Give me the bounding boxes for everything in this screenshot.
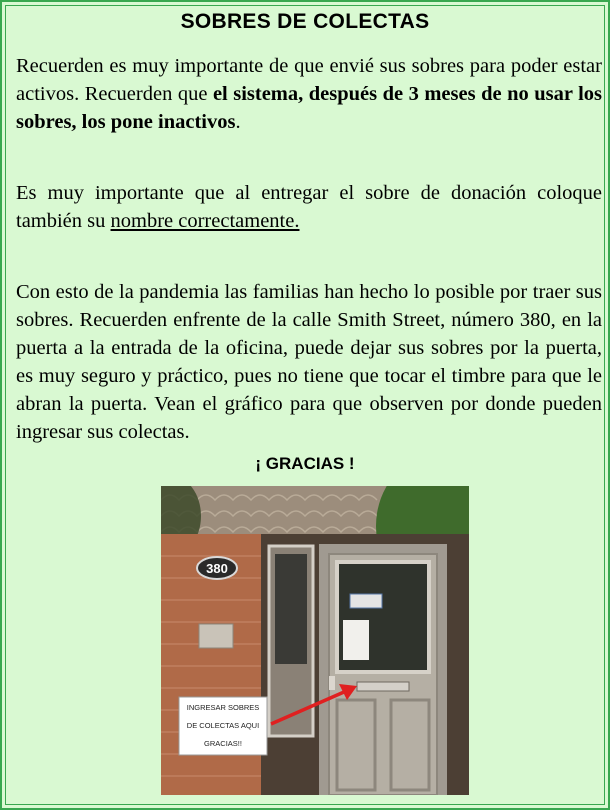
note-line-2: DE COLECTAS AQUI [186, 721, 260, 730]
house-number: 380 [206, 561, 228, 576]
note-line-3: GRACIAS!! [204, 739, 242, 748]
note-line-1: INGRESAR SOBRES [186, 703, 260, 712]
paragraph1-intro: Recuerden es muy importante de que envié sus sobres para poder estar activos. Recuerden que [16, 55, 602, 105]
paragraph2-intro: Es muy importante que al entregar el sobre de donación coloque también su [16, 182, 602, 232]
paragraph2-underlined: nombre correctamente. [110, 210, 300, 232]
paragraph-dropoff-instructions: Con esto de la pandemia las familias han hecho lo posible por traer sus sobres. Recuerden enfrente de la calle Smith Street, número 380, en la puerta a la entrada de la oficina, puede dejar sus sobres por la puerta, es muy seguro y práctico, pues no tiene que tocar el timbre para que le abran la puerta. Vean el gráfico para que observen por donde pueden ingresar sus colectas. [16, 281, 602, 443]
door-photo [161, 486, 469, 795]
paragraph-active-envelopes [16, 52, 602, 136]
paragraph1-end: . [235, 111, 241, 133]
paragraph1-bold: el sistema, después de 3 meses de no usar los sobres, los pone inactivos [16, 83, 603, 133]
page-title: SOBRES DE COLECTAS [180, 10, 430, 33]
thanks-text: ¡ GRACIAS ! [255, 454, 355, 473]
paragraph-name-reminder [16, 179, 602, 235]
